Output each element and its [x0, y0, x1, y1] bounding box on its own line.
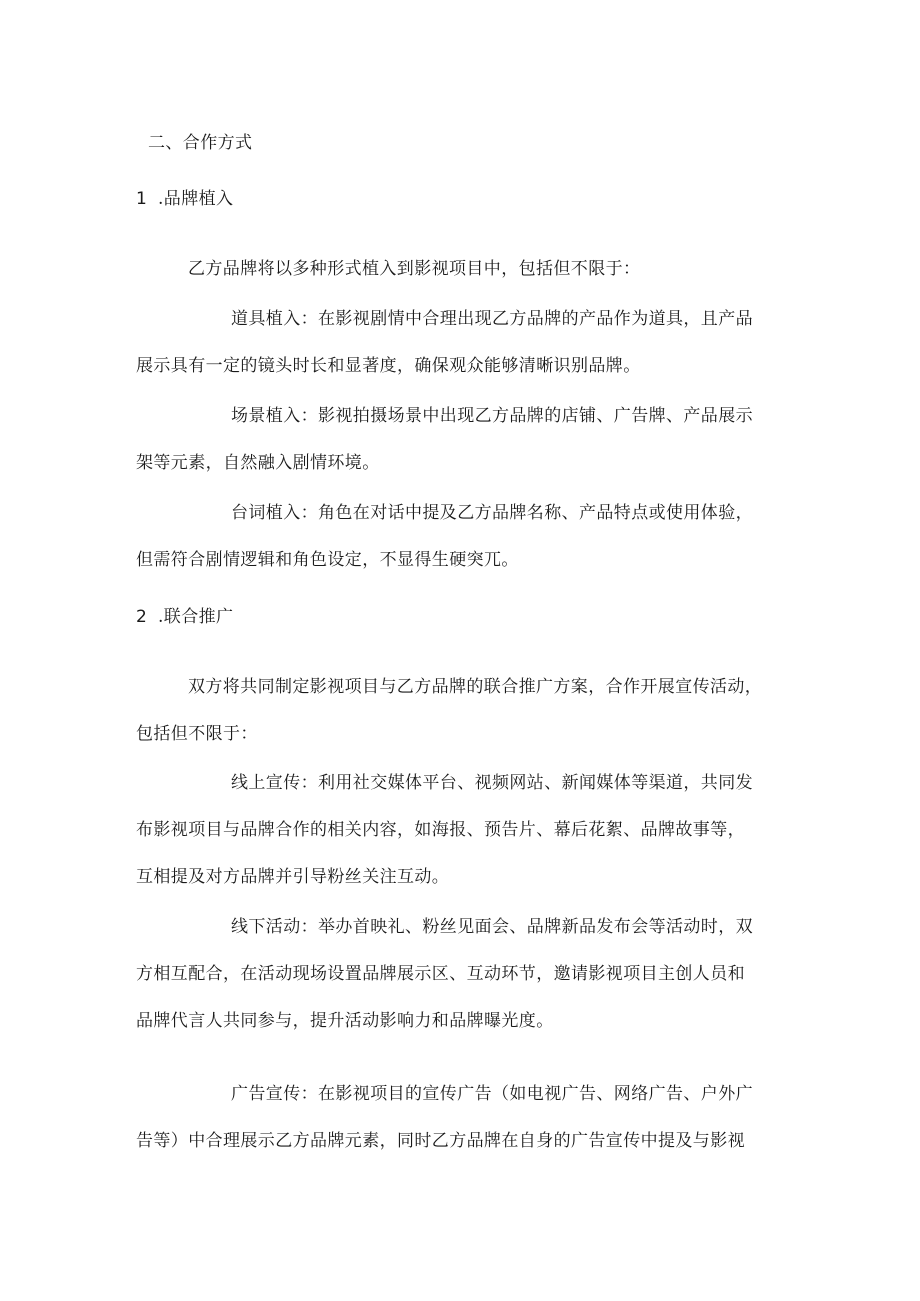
subitem-dialogue-line2: 但需符合剧情逻辑和角色设定，不显得生硬突兀。 — [136, 550, 519, 570]
subitem-online-line1: 线上宣传：利用社交媒体平台、视频网站、新闻媒体等渠道，共同发 — [231, 773, 753, 793]
subitem-ads-line2: 告等）中合理展示乙方品牌元素，同时乙方品牌在自身的广告宣传中提及与影视 — [136, 1131, 745, 1151]
item-1-intro: 乙方品牌将以多种形式植入到影视项目中，包括但不限于： — [188, 259, 641, 279]
subitem-offline-line2: 方相互配合，在活动现场设置品牌展示区、互动环节，邀请影视项目主创人员和 — [136, 964, 745, 984]
item-1-title: .品牌植入 — [158, 189, 234, 209]
subitem-offline-line1: 线下活动：举办首映礼、粉丝见面会、品牌新品发布会等活动时，双 — [231, 917, 753, 937]
subitem-props-line2: 展示具有一定的镜头时长和显著度，确保观众能够清晰识别品牌。 — [136, 356, 641, 376]
item-2-number: 2 — [136, 607, 148, 627]
subitem-scene-line1: 场景植入：影视拍摄场景中出现乙方品牌的店铺、广告牌、产品展示 — [231, 406, 753, 426]
section-title: 二、合作方式 — [148, 133, 253, 153]
subitem-ads-line1: 广告宣传：在影视项目的宣传广告（如电视广告、网络广告、户外广 — [231, 1084, 753, 1104]
subitem-props-line1: 道具植入：在影视剧情中合理出现乙方品牌的产品作为道具，且产品 — [231, 309, 753, 329]
subitem-dialogue-line1: 台词植入：角色在对话中提及乙方品牌名称、产品特点或使用体验， — [231, 503, 753, 523]
item-2-title: .联合推广 — [158, 607, 234, 627]
subitem-online-line3: 互相提及对方品牌并引导粉丝关注互动。 — [136, 867, 450, 887]
subitem-offline-line3: 品牌代言人共同参与，提升活动影响力和品牌曝光度。 — [136, 1011, 554, 1031]
item-2-intro-line1: 双方将共同制定影视项目与乙方品牌的联合推广方案，合作开展宣传活动， — [188, 677, 763, 697]
item-2-intro-line2: 包括但不限于： — [136, 724, 258, 744]
subitem-online-line2: 布影视项目与品牌合作的相关内容，如海报、预告片、幕后花絮、品牌故事等， — [136, 820, 745, 840]
item-1-number: 1 — [136, 189, 148, 209]
subitem-scene-line2: 架等元素，自然融入剧情环境。 — [136, 453, 380, 473]
